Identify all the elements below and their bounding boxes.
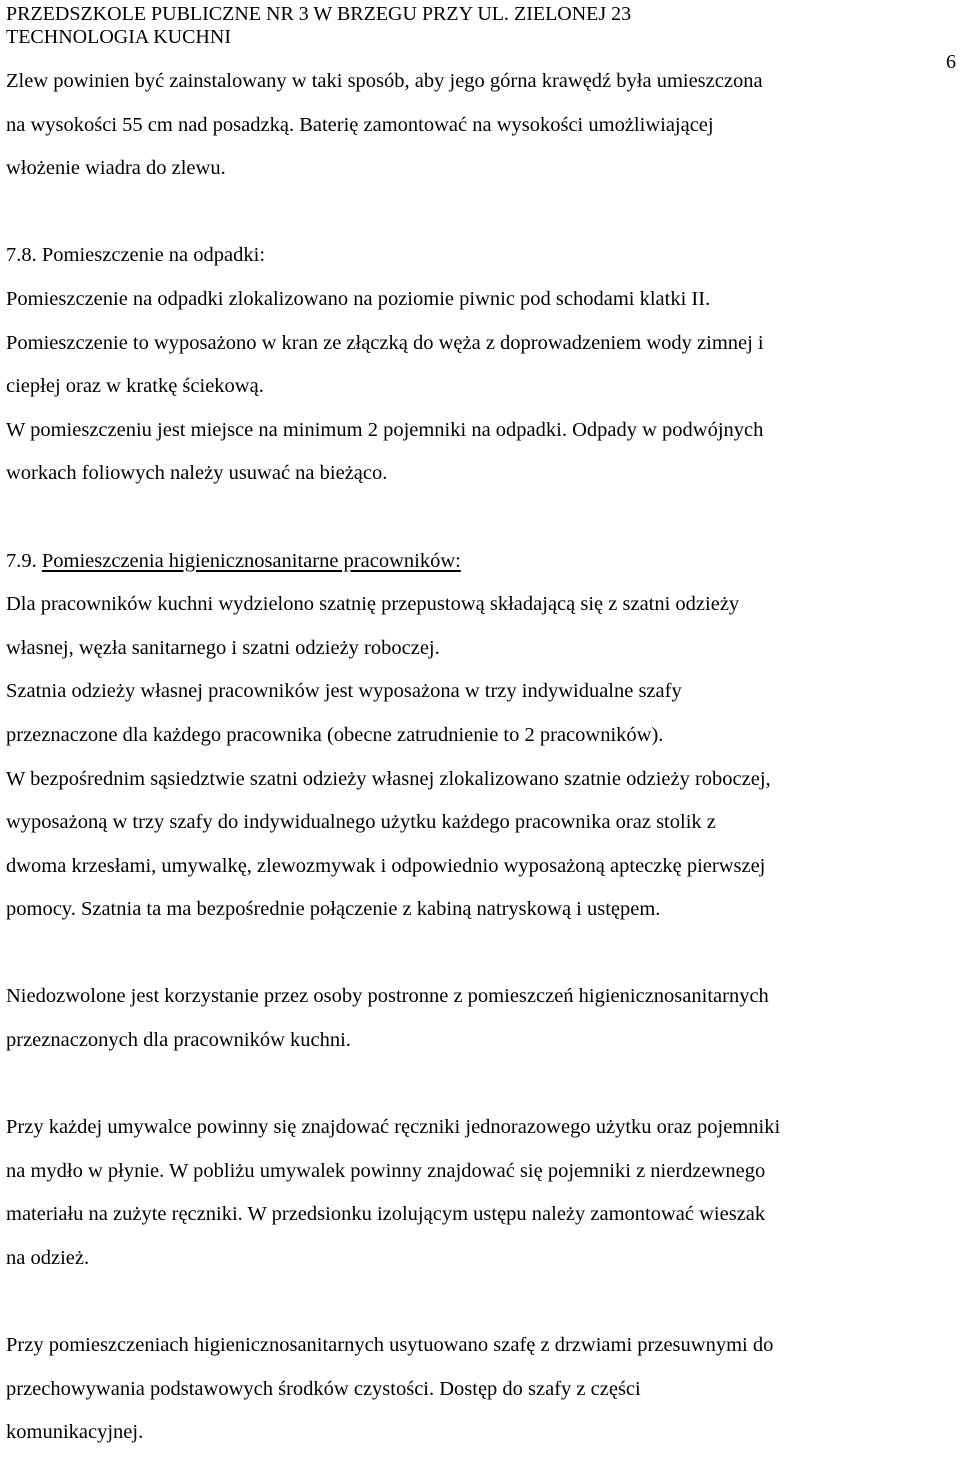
blank-line [6,1063,956,1107]
section-7-9 [6,540,956,932]
text-line: wyposażoną w trzy szafy do indywidualnego użytku każdego pracownika oraz stolik z [6,811,716,834]
section-heading [6,540,956,584]
text-line: Dla pracowników kuchni wydzielono szatnię przepustową składającą się z szatni odzieży [6,593,740,616]
section-number: 7.9. [6,549,37,572]
text-line: Pomieszczenie to wyposażono w kran ze złączką do węża z doprowadzeniem wody zimnej i [6,331,764,354]
text-line: włożenie wiadra do zlewu. [6,157,226,180]
text-line: workach foliowych należy usuwać na bieżąco. [6,462,388,485]
text-line: materiału na zużyte ręczniki. W przedsionku izolującym ustępu należy zamontować wieszak [6,1203,766,1226]
text-line: przechowywania podstawowych środków czystości. Dostęp do szafy z części [6,1377,641,1400]
section-heading: 7.8. Pomieszczenie na odpadki: [6,244,266,267]
text-line: Przy pomieszczeniach higienicznosanitarnych usytuowano szafę z drzwiami przesuwnymi do [6,1334,774,1357]
header-subtitle: TECHNOLOGIA KUCHNI [6,26,231,48]
text-line: przeznaczone dla każdego pracownika (obecne zatrudnienie to 2 pracowników). [6,723,664,746]
text-line: W bezpośrednim sąsiedztwie szatni odzieży własnej zlokalizowano szatnie odzieży roboczej, [6,767,771,790]
text-line: własnej, węzła sanitarnego i szatni odzieży roboczej. [6,636,440,659]
text-line: Przy każdej umywalce powinny się znajdować ręczniki jednorazowego użytku oraz pojemniki [6,1116,781,1139]
text-line: dwoma krzesłami, umywalkę, zlewozmywak i odpowiednio wyposażoną apteczkę pierwszej [6,854,766,877]
document-body [6,60,956,1455]
text-line: przeznaczonych dla pracowników kuchni. [6,1029,351,1052]
text-line: W pomieszczeniu jest miejsce na minimum 2 pojemniki na odpadki. Odpady w podwójnych [6,418,764,441]
text-line: Niedozwolone jest korzystanie przez osoby postronne z pomieszczeń higienicznosanitarnych [6,985,769,1008]
text-line: Pomieszczenie na odpadki zlokalizowano na poziomie piwnic pod schodami klatki II. [6,287,711,310]
paragraph-umywalka [6,1106,956,1280]
blank-line [6,1281,956,1325]
paragraph-niedozwolone [6,975,956,1062]
blank-line [6,496,956,540]
paragraph-sink [6,60,956,191]
text-line: na wysokości 55 cm nad posadzką. Baterię zamontować na wysokości umożliwiającej [6,113,714,136]
blank-line [6,191,956,235]
blank-line [6,932,956,976]
section-7-8 [6,234,956,496]
text-line: pomocy. Szatnia ta ma bezpośrednie połączenie z kabiną natryskową i ustępem. [6,898,661,921]
page-number: 6 [946,51,956,73]
text-line: Zlew powinien być zainstalowany w taki sposób, aby jego górna krawędź była umieszczona [6,70,763,92]
header-institution: PRZEDSZKOLE PUBLICZNE NR 3 W BRZEGU PRZY UL. ZIELONEJ 23 [6,3,632,25]
text-line: na mydło w płynie. W pobliżu umywalek powinny znajdować się pojemniki z nierdzewnego [6,1159,766,1182]
text-line: ciepłej oraz w kratkę ściekową. [6,375,264,398]
text-line: Szatnia odzieży własnej pracowników jest wyposażona w trzy indywidualne szafy [6,680,682,703]
section-title: Pomieszczenia higienicznosanitarne pracowników: [41,549,461,572]
text-line: komunikacyjnej. [6,1421,144,1444]
paragraph-szafa [6,1324,956,1455]
text-line: na odzież. [6,1247,90,1270]
